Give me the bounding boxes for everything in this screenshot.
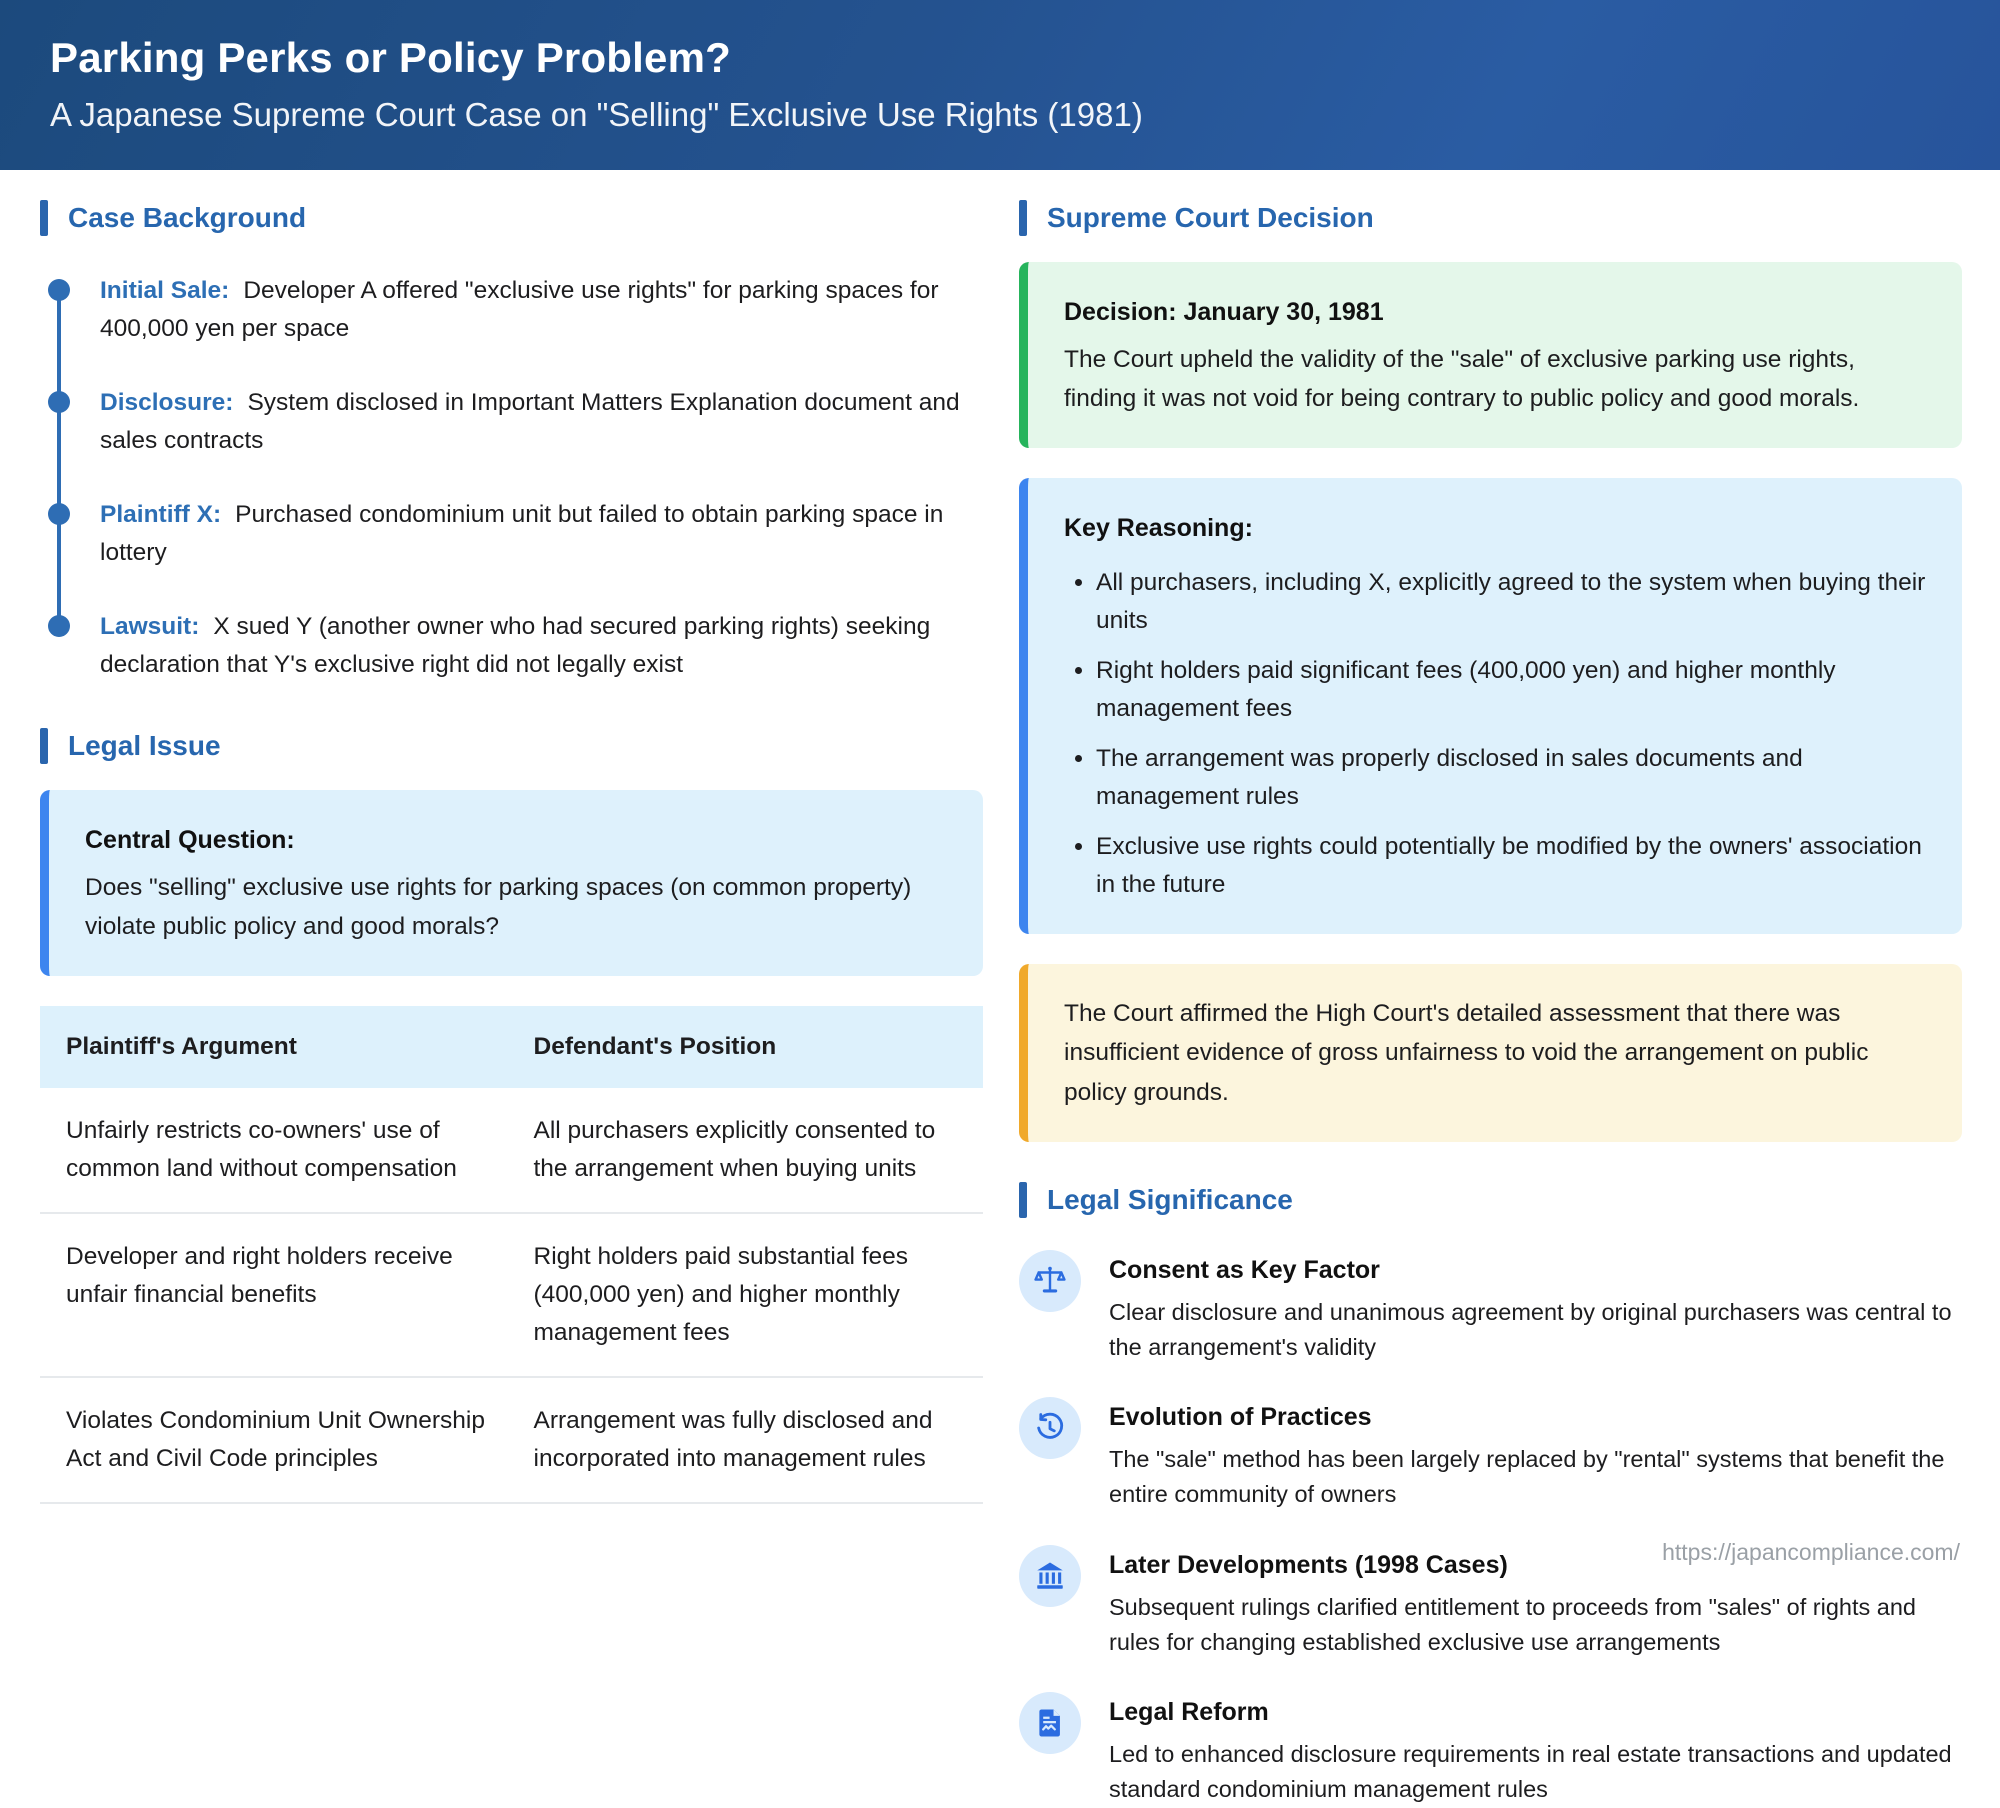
decision-date: Decision: January 30, 1981 [1064, 298, 1384, 326]
page-subtitle: A Japanese Supreme Court Case on "Selling" Exclusive Use Rights (1981) [50, 96, 1143, 133]
reasoning-bullet: • Right holders paid significant fees (400,000 yen) and higher monthly management fees [1096, 652, 1926, 728]
timeline-text: Developer A offered "exclusive use rights" for parking spaces for 400,000 yen per space [100, 277, 939, 342]
key-reasoning-box [1019, 478, 1962, 934]
significance-item-text: Subsequent rulings clarified entitlement to proceeds from "sales" of rights and rules for changing established exclusive use arrangements [1109, 1593, 1916, 1655]
page-header [0, 0, 2000, 170]
column-header-defendant: Defendant's Position [533, 1033, 777, 1061]
significance-item-text: Led to enhanced disclosure requirements in real estate transactions and updated standard condominium management rules [1109, 1741, 1952, 1803]
footer-source-link[interactable]: https://japancompliance.com/ [1662, 1539, 1960, 1565]
section-supreme-court-decision [1019, 200, 1962, 236]
scales-icon [1019, 1250, 1081, 1312]
timeline-text: X sued Y (another owner who had secured parking rights) seeking declaration that Y's exclusive right did not legally exist [100, 612, 931, 678]
decision-text: The Court upheld the validity of the "sale" of exclusive parking use rights, finding it was not void for being contrary to public policy and good morals. [1064, 346, 1860, 413]
affirmation-note-text: The Court affirmed the High Court's detailed assessment that there was insufficient evidence of gross unfairness to void the arrangement on public policy grounds. [1064, 1000, 1869, 1106]
case-timeline [48, 272, 983, 684]
timeline-term: Initial Sale: [100, 277, 230, 304]
significance-item-text: Clear disclosure and unanimous agreement by original purchasers was central to the arrangement's validity [1109, 1298, 1952, 1360]
table-cell: Arrangement was fully disclosed and incorporated into management rules [533, 1406, 933, 1472]
central-question-label: Central Question: [85, 825, 295, 854]
column-header-plaintiff: Plaintiff's Argument [66, 1033, 297, 1061]
timeline-text: System disclosed in Important Matters Explanation document and sales contracts [100, 388, 960, 454]
section-case-background [40, 200, 983, 236]
section-legal-significance [1019, 1182, 1962, 1218]
page-title: Parking Perks or Policy Problem? [50, 34, 731, 81]
document-icon [1019, 1692, 1081, 1754]
significance-item-title: Legal Reform [1109, 1698, 1269, 1727]
table-cell: Violates Condominium Unit Ownership Act and Civil Code principles [66, 1406, 485, 1472]
heading-accent-bar [40, 200, 48, 236]
section-legal-issue [40, 728, 983, 764]
legal-significance-heading: Legal Significance [1047, 1183, 1293, 1215]
history-icon [1019, 1397, 1081, 1459]
timeline-item [48, 608, 983, 684]
table-cell: Right holders paid substantial fees (400,000 yen) and higher monthly management fees [533, 1243, 909, 1346]
significance-item-reform [1019, 1692, 1962, 1808]
table-row [40, 1378, 983, 1504]
reasoning-bullet: • All purchasers, including X, explicitly agreed to the system when buying their units [1096, 564, 1926, 640]
significance-item-title: Later Developments (1998 Cases) [1109, 1550, 1508, 1579]
table-header-row [40, 1006, 983, 1088]
table-cell: Developer and right holders receive unfair financial benefits [66, 1243, 453, 1308]
timeline-item [48, 272, 983, 348]
timeline-dot [48, 279, 70, 301]
right-column [1019, 200, 1962, 1808]
significance-item-text: The "sale" method has been largely replaced by "rental" systems that benefit the entire community of owners [1109, 1446, 1945, 1508]
reasoning-bullet: • The arrangement was properly disclosed in sales documents and management rules [1096, 740, 1926, 816]
significance-item-evolution [1019, 1397, 1962, 1513]
timeline-item [48, 384, 983, 460]
timeline-text: Purchased condominium unit but failed to obtain parking space in lottery [100, 500, 944, 566]
key-reasoning-list [1064, 564, 1926, 904]
timeline-dot [48, 615, 70, 637]
key-reasoning-label: Key Reasoning: [1064, 514, 1253, 543]
heading-accent-bar [1019, 1182, 1027, 1218]
significance-item-body [1109, 1250, 1962, 1366]
significance-item-body [1109, 1397, 1962, 1513]
reasoning-bullet: • Exclusive use rights could potentially be modified by the owners' association in the future [1096, 828, 1926, 904]
significance-item-title: Evolution of Practices [1109, 1403, 1372, 1432]
central-question-box [40, 790, 983, 976]
significance-item-body [1109, 1692, 1962, 1808]
timeline-term: Disclosure: [100, 388, 234, 416]
table-row [40, 1214, 983, 1378]
timeline-term: Lawsuit: [100, 612, 200, 640]
table-cell: All purchasers explicitly consented to the arrangement when buying units [533, 1117, 936, 1183]
legal-issue-heading: Legal Issue [68, 729, 221, 761]
timeline-dot [48, 503, 70, 525]
significance-item-title: Consent as Key Factor [1109, 1255, 1380, 1284]
timeline-dot [48, 391, 70, 413]
heading-accent-bar [40, 728, 48, 764]
courthouse-icon [1019, 1545, 1081, 1607]
table-cell: Unfairly restricts co-owners' use of common land without compensation [66, 1117, 457, 1183]
decision-box [1019, 262, 1962, 448]
central-question-text: Does "selling" exclusive use rights for parking spaces (on common property) violate public policy and good morals? [85, 873, 912, 940]
timeline-item [48, 496, 983, 572]
significance-item-consent [1019, 1250, 1962, 1366]
heading-accent-bar [1019, 200, 1027, 236]
left-column [40, 200, 983, 1808]
arguments-table [40, 1006, 983, 1504]
decision-heading: Supreme Court Decision [1047, 202, 1374, 233]
table-row [40, 1088, 983, 1214]
timeline-term: Plaintiff X: [100, 500, 222, 528]
case-background-heading: Case Background [68, 202, 307, 233]
affirmation-note-box [1019, 964, 1962, 1142]
